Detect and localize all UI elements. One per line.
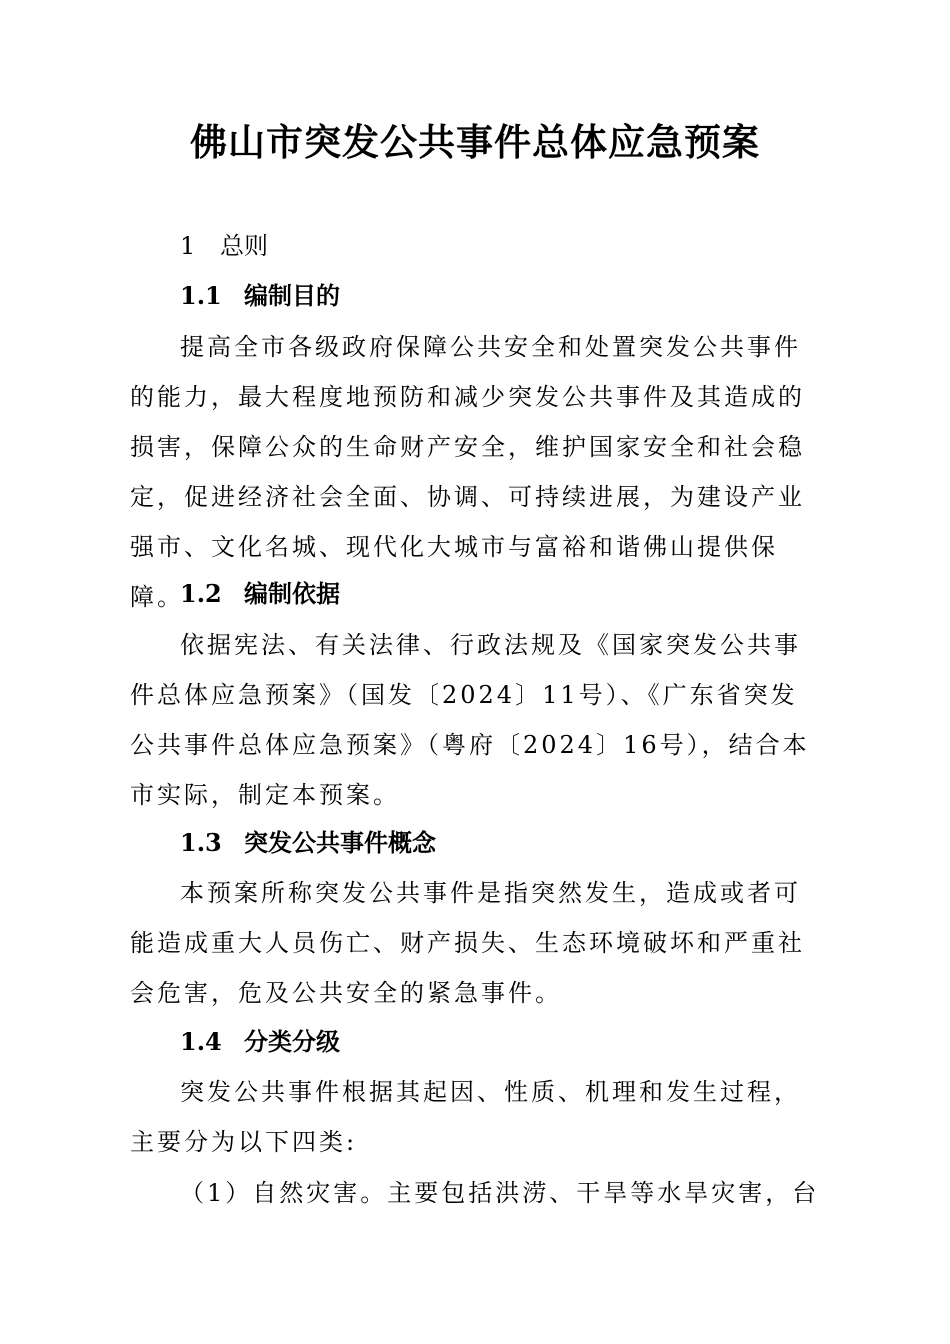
section-title: 分类分级 xyxy=(244,1027,340,1056)
document-title: 佛山市突发公共事件总体应急预案 xyxy=(190,121,760,164)
section-number: 1 xyxy=(180,232,196,260)
paragraph-classification: 突发公共事件根据其起因、性质、机理和发生过程，主要分为以下四类: xyxy=(130,1078,801,1156)
section-heading-1-1 xyxy=(180,280,340,312)
section-heading-1-2 xyxy=(180,578,340,610)
section-title: 总则 xyxy=(220,232,268,260)
paragraph-natural-disasters: （1）自然灾害。主要包括洪涝、干旱等水旱灾害，台 xyxy=(180,1179,820,1207)
paragraph-purpose: 提高全市各级政府保障公共安全和处置突发公共事件的能力，最大程度地预防和减少突发公共事件及其造成的损害，保障公众的生命财产安全，维护国家安全和社会稳定，促进经济社会全面、协调、可持续进展，为建设产业强市、文化名城、现代化大城市与富裕和谐佛山提供保障。 xyxy=(130,333,805,611)
section-heading-1 xyxy=(180,230,268,262)
section-title: 编制目的 xyxy=(244,281,340,310)
section-number: 1.2 xyxy=(180,579,222,608)
paragraph-concept: 本预案所称突发公共事件是指突然发生，造成或者可能造成重大人员伤亡、财产损失、生态环境破坏和严重社会危害，危及公共安全的紧急事件。 xyxy=(130,879,805,1007)
section-heading-1-3 xyxy=(180,827,436,859)
section-number: 1.3 xyxy=(180,828,222,857)
section-heading-1-4 xyxy=(180,1026,340,1058)
section-number: 1.4 xyxy=(180,1027,222,1056)
section-number: 1.1 xyxy=(180,281,222,310)
paragraph-basis: 依据宪法、有关法律、行政法规及《国家突发公共事件总体应急预案》（国发〔2024〕11号）、《广东省突发公共事件总体应急预案》（粤府〔2024〕16号），结合本市实际，制定本预案。 xyxy=(130,631,810,809)
section-title: 突发公共事件概念 xyxy=(244,828,436,857)
section-title: 编制依据 xyxy=(244,579,340,608)
